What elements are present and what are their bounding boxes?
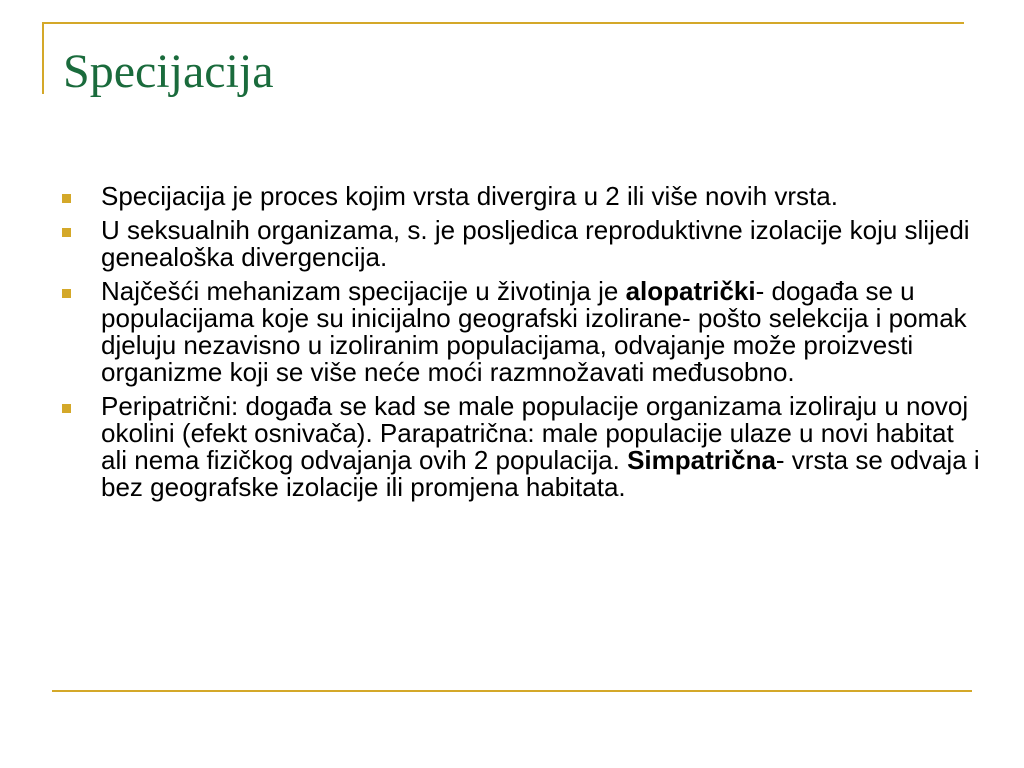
frame-bottom-line (52, 690, 972, 692)
frame-top-line (42, 22, 964, 24)
square-bullet-icon (62, 194, 71, 203)
bullet-text-4 (101, 391, 980, 502)
bullet-text-3-after: - događa se u populacijama koje su inicijalno geografski izolirane- pošto selekcija i pomak djeluju nezavisno u izoliranim populacijama, odvajanje može proizvesti organizme koji se više neće moći razmnožavati međusobno. (101, 276, 967, 387)
bullet-list (62, 183, 982, 508)
square-bullet-icon (62, 404, 71, 413)
bullet-text-3 (101, 276, 967, 387)
bullet-item-3 (62, 278, 982, 386)
slide-title: Specijacija (63, 45, 274, 98)
bullet-text-3-bold: alopatrički (625, 276, 756, 306)
frame-left-line (42, 22, 44, 94)
bullet-text-1: Specijacija je proces kojim vrsta divergira u 2 ili više novih vrsta. (101, 181, 838, 211)
bullet-item-2 (62, 217, 982, 271)
bullet-item-1 (62, 183, 982, 210)
square-bullet-icon (62, 228, 71, 237)
bullet-text-2: U seksualnih organizama, s. je posljedica reproduktivne izolacije koju slijedi genealoška divergencija. (101, 215, 970, 272)
square-bullet-icon (62, 289, 71, 298)
bullet-item-4 (62, 393, 982, 501)
bullet-text-4-bold: Simpatrična (627, 445, 776, 475)
bullet-text-4-after: - vrsta se odvaja i bez geografske izolacije ili promjena habitata. (101, 445, 980, 502)
bullet-text-3-before: Najčešći mehanizam specijacije u životinja je (101, 276, 626, 306)
bullet-text-4-before: Peripatrični: događa se kad se male populacije organizama izoliraju u novoj okolini (efekt osnivača). Parapatrična: male populacije ulaze u novi habitat ali nema fizičkog odvajanja ovih 2 populacija. (101, 391, 969, 475)
